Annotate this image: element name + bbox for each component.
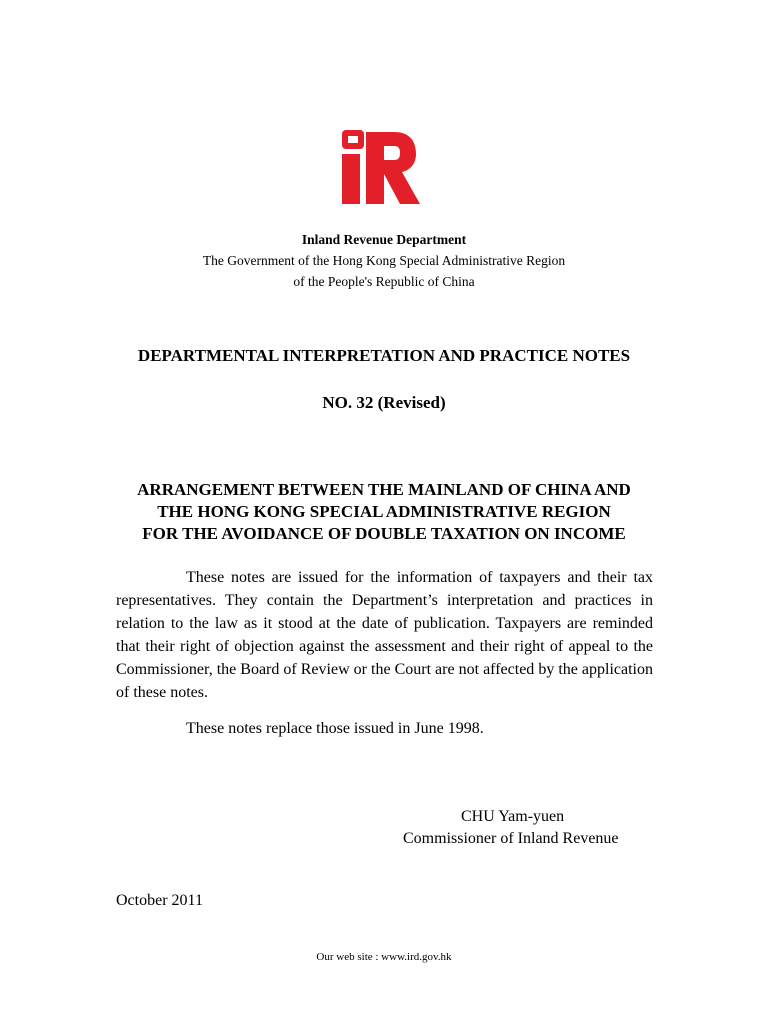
subject-line: ARRANGEMENT BETWEEN THE MAINLAND OF CHINA AND [137, 480, 631, 499]
subject-line: FOR THE AVOIDANCE OF DOUBLE TAXATION ON INCOME [142, 524, 626, 543]
intro-paragraph [116, 566, 653, 704]
subject-line: THE HONG KONG SPECIAL ADMINISTRATIVE REGION [157, 502, 611, 521]
government-line-1: The Government of the Hong Kong Special Administrative Region [202, 253, 566, 268]
signatory-name: CHU Yam-yuen [461, 808, 565, 825]
intro-paragraph-text: These notes are issued for the information of taxpayers and their tax representatives. They contain the Department’s interpretation and practices in relation to the law as it stood at the date of publication. Taxpayers are reminded that their right of objection against the assessment and their right of appeal to the Commissioner, the Board of Review or the Court are not affected by the application of these notes. [116, 569, 653, 701]
ird-logo-icon [336, 128, 426, 208]
department-name: Inland Revenue Department [301, 232, 467, 247]
document-title: DEPARTMENTAL INTERPRETATION AND PRACTICE NOTES [137, 346, 631, 365]
document-number: NO. 32 (Revised) [322, 393, 446, 412]
signatory-title: Commissioner of Inland Revenue [403, 830, 619, 847]
document-subject [0, 479, 768, 545]
government-line-2: of the People's Republic of China [293, 274, 475, 289]
issue-date: October 2011 [116, 892, 203, 909]
footer-website: Our web site : www.ird.gov.hk [316, 951, 452, 963]
replacement-note: These notes replace those issued in June 1998. [186, 720, 484, 737]
